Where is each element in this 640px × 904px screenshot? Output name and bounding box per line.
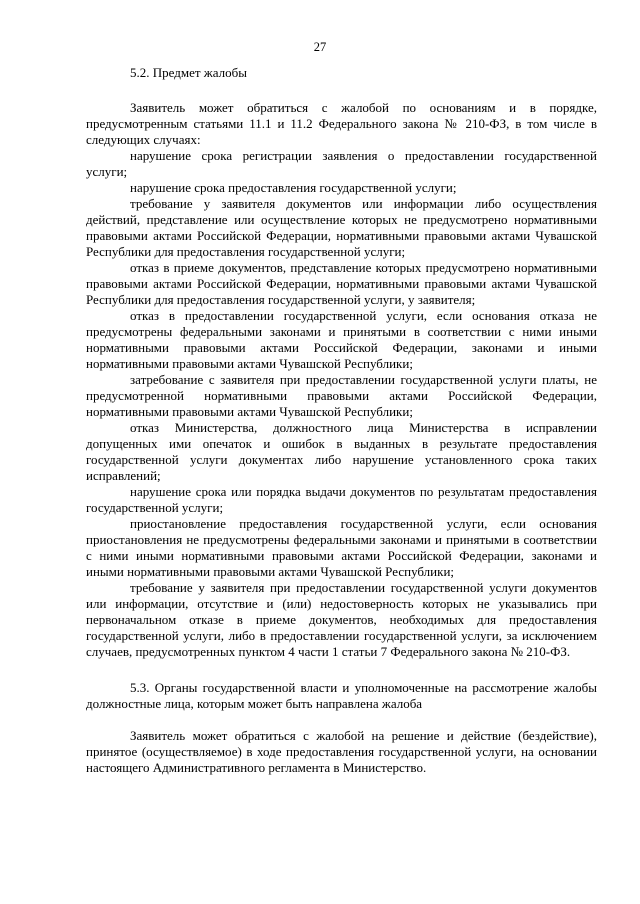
list-item: отказ в приеме документов, представление которых предусмотрено нормативными правовыми актами Российской Федерации, нормативными правовыми актами Чувашской Республики для предоставления государственной услуги, у заявителя; — [86, 260, 597, 307]
list-item: приостановление предоставления государственной услуги, если основания приостановления не предусмотрены федеральными законами и принятыми в соответствии с ними иными нормативными правовыми актами Российской Федерации, законами и иными нормативными правовыми актами Чувашской Республики; — [86, 516, 597, 579]
list-item: требование у заявителя при предоставлении государственной услуги документов или информации, отсутствие и (или) недостоверность которых не указывались при первоначальном отказе в приеме документов, необходимых для предоставления государственной услуги, либо в предоставлении государственной услуги, за исключением случаев, предусмотренных пунктом 4 части 1 статьи 7 Федерального закона № 210-ФЗ. — [86, 580, 597, 659]
list-item: нарушение срока или порядка выдачи документов по результатам предоставления государственной услуги; — [86, 484, 597, 515]
list-item: требование у заявителя документов или информации либо осуществления действий, представление или осуществление которых не предусмотрено нормативными правовыми актами Российской Федерации, нормативными правовыми актами Чувашской Республики для предоставления государственной услуги; — [86, 196, 597, 259]
spacer — [86, 660, 597, 680]
page-content — [86, 65, 597, 776]
list-item: отказ Министерства, должностного лица Министерства в исправлении допущенных ими опечаток и ошибок в выданных в результате предоставления государственной услуги документах либо нарушение установленного срока таких исправлений; — [86, 420, 597, 483]
list-item: нарушение срока предоставления государственной услуги; — [130, 180, 457, 195]
page-number: 27 — [313, 40, 327, 54]
spacer — [86, 81, 597, 100]
section-5-3-heading: 5.3. Органы государственной власти и уполномоченные на рассмотрение жалобы должностные лица, которым может быть направлена жалоба — [86, 680, 597, 711]
section-5-3-body: Заявитель может обратиться с жалобой на решение и действие (бездействие), принятое (осуществляемое) в ходе предоставления государственной услуги, на основании настоящего Административного регламента в Министерство. — [86, 728, 597, 775]
list-item: отказ в предоставлении государственной услуги, если основания отказа не предусмотрены федеральными законами и принятыми в соответствии с ними иными нормативными правовыми актами Российской Федерации, законами и иными нормативными правовыми актами Чувашской Республики; — [86, 308, 597, 371]
spacer — [86, 712, 597, 728]
list-item: нарушение срока регистрации заявления о предоставлении государственной услуги; — [86, 148, 597, 179]
list-item: затребование с заявителя при предоставлении государственной услуги платы, не предусмотренной нормативными правовыми актами Российской Федерации, нормативными правовыми актами Чувашской Республики; — [86, 372, 597, 419]
section-5-2-heading: 5.2. Предмет жалобы — [130, 65, 247, 80]
section-5-2-intro: Заявитель может обратиться с жалобой по основаниям и в порядке, предусмотренным статьями 11.1 и 11.2 Федерального закона № 210-ФЗ, в том числе в следующих случаях: — [86, 100, 597, 147]
